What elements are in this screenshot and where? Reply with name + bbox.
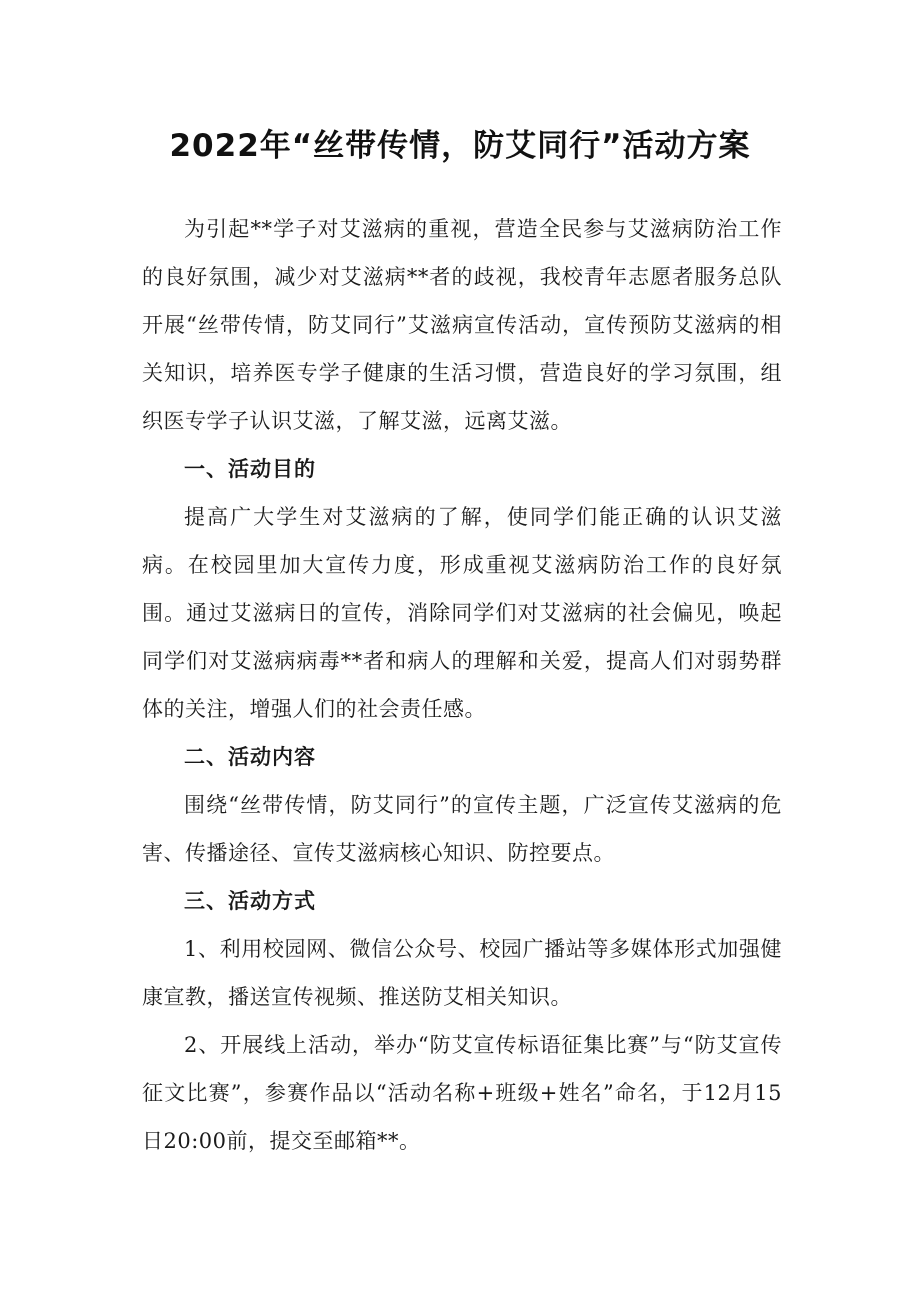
section-heading-content: 二、活动内容 (184, 745, 316, 769)
document-body (142, 205, 782, 1165)
method-item-1: 1、利用校园网、微信公众号、校园广播站等多媒体形式加强健康宣教，播送宣传视频、推送防艾相关知识。 (142, 937, 782, 1009)
content-paragraph: 围绕“丝带传情，防艾同行”的宣传主题，广泛宣传艾滋病的危害、传播途径、宣传艾滋病核心知识、防控要点。 (142, 793, 782, 865)
method-item-2: 2、开展线上活动，举办“防艾宣传标语征集比赛”与“防艾宣传征文比赛”，参赛作品以“活动名称+班级+姓名”命名，于12月15日20:00前，提交至邮箱**。 (142, 1033, 782, 1153)
section-heading-purpose: 一、活动目的 (184, 457, 316, 481)
purpose-paragraph: 提高广大学生对艾滋病的了解，使同学们能正确的认识艾滋病。在校园里加大宣传力度，形成重视艾滋病防治工作的良好氛围。通过艾滋病日的宣传，消除同学们对艾滋病的社会偏见，唤起同学们对艾滋病病毒**者和病人的理解和关爱，提高人们对弱势群体的关注，增强人们的社会责任感。 (142, 505, 782, 721)
document-title: 2022年“丝带传情，防艾同行”活动方案 (169, 128, 751, 164)
section-heading-method: 三、活动方式 (184, 889, 316, 913)
intro-paragraph: 为引起**学子对艾滋病的重视，营造全民参与艾滋病防治工作的良好氛围，减少对艾滋病**者的歧视，我校青年志愿者服务总队开展“丝带传情，防艾同行”艾滋病宣传活动，宣传预防艾滋病的相关知识，培养医专学子健康的生活习惯，营造良好的学习氛围，组织医专学子认识艾滋，了解艾滋，远离艾滋。 (142, 217, 782, 433)
